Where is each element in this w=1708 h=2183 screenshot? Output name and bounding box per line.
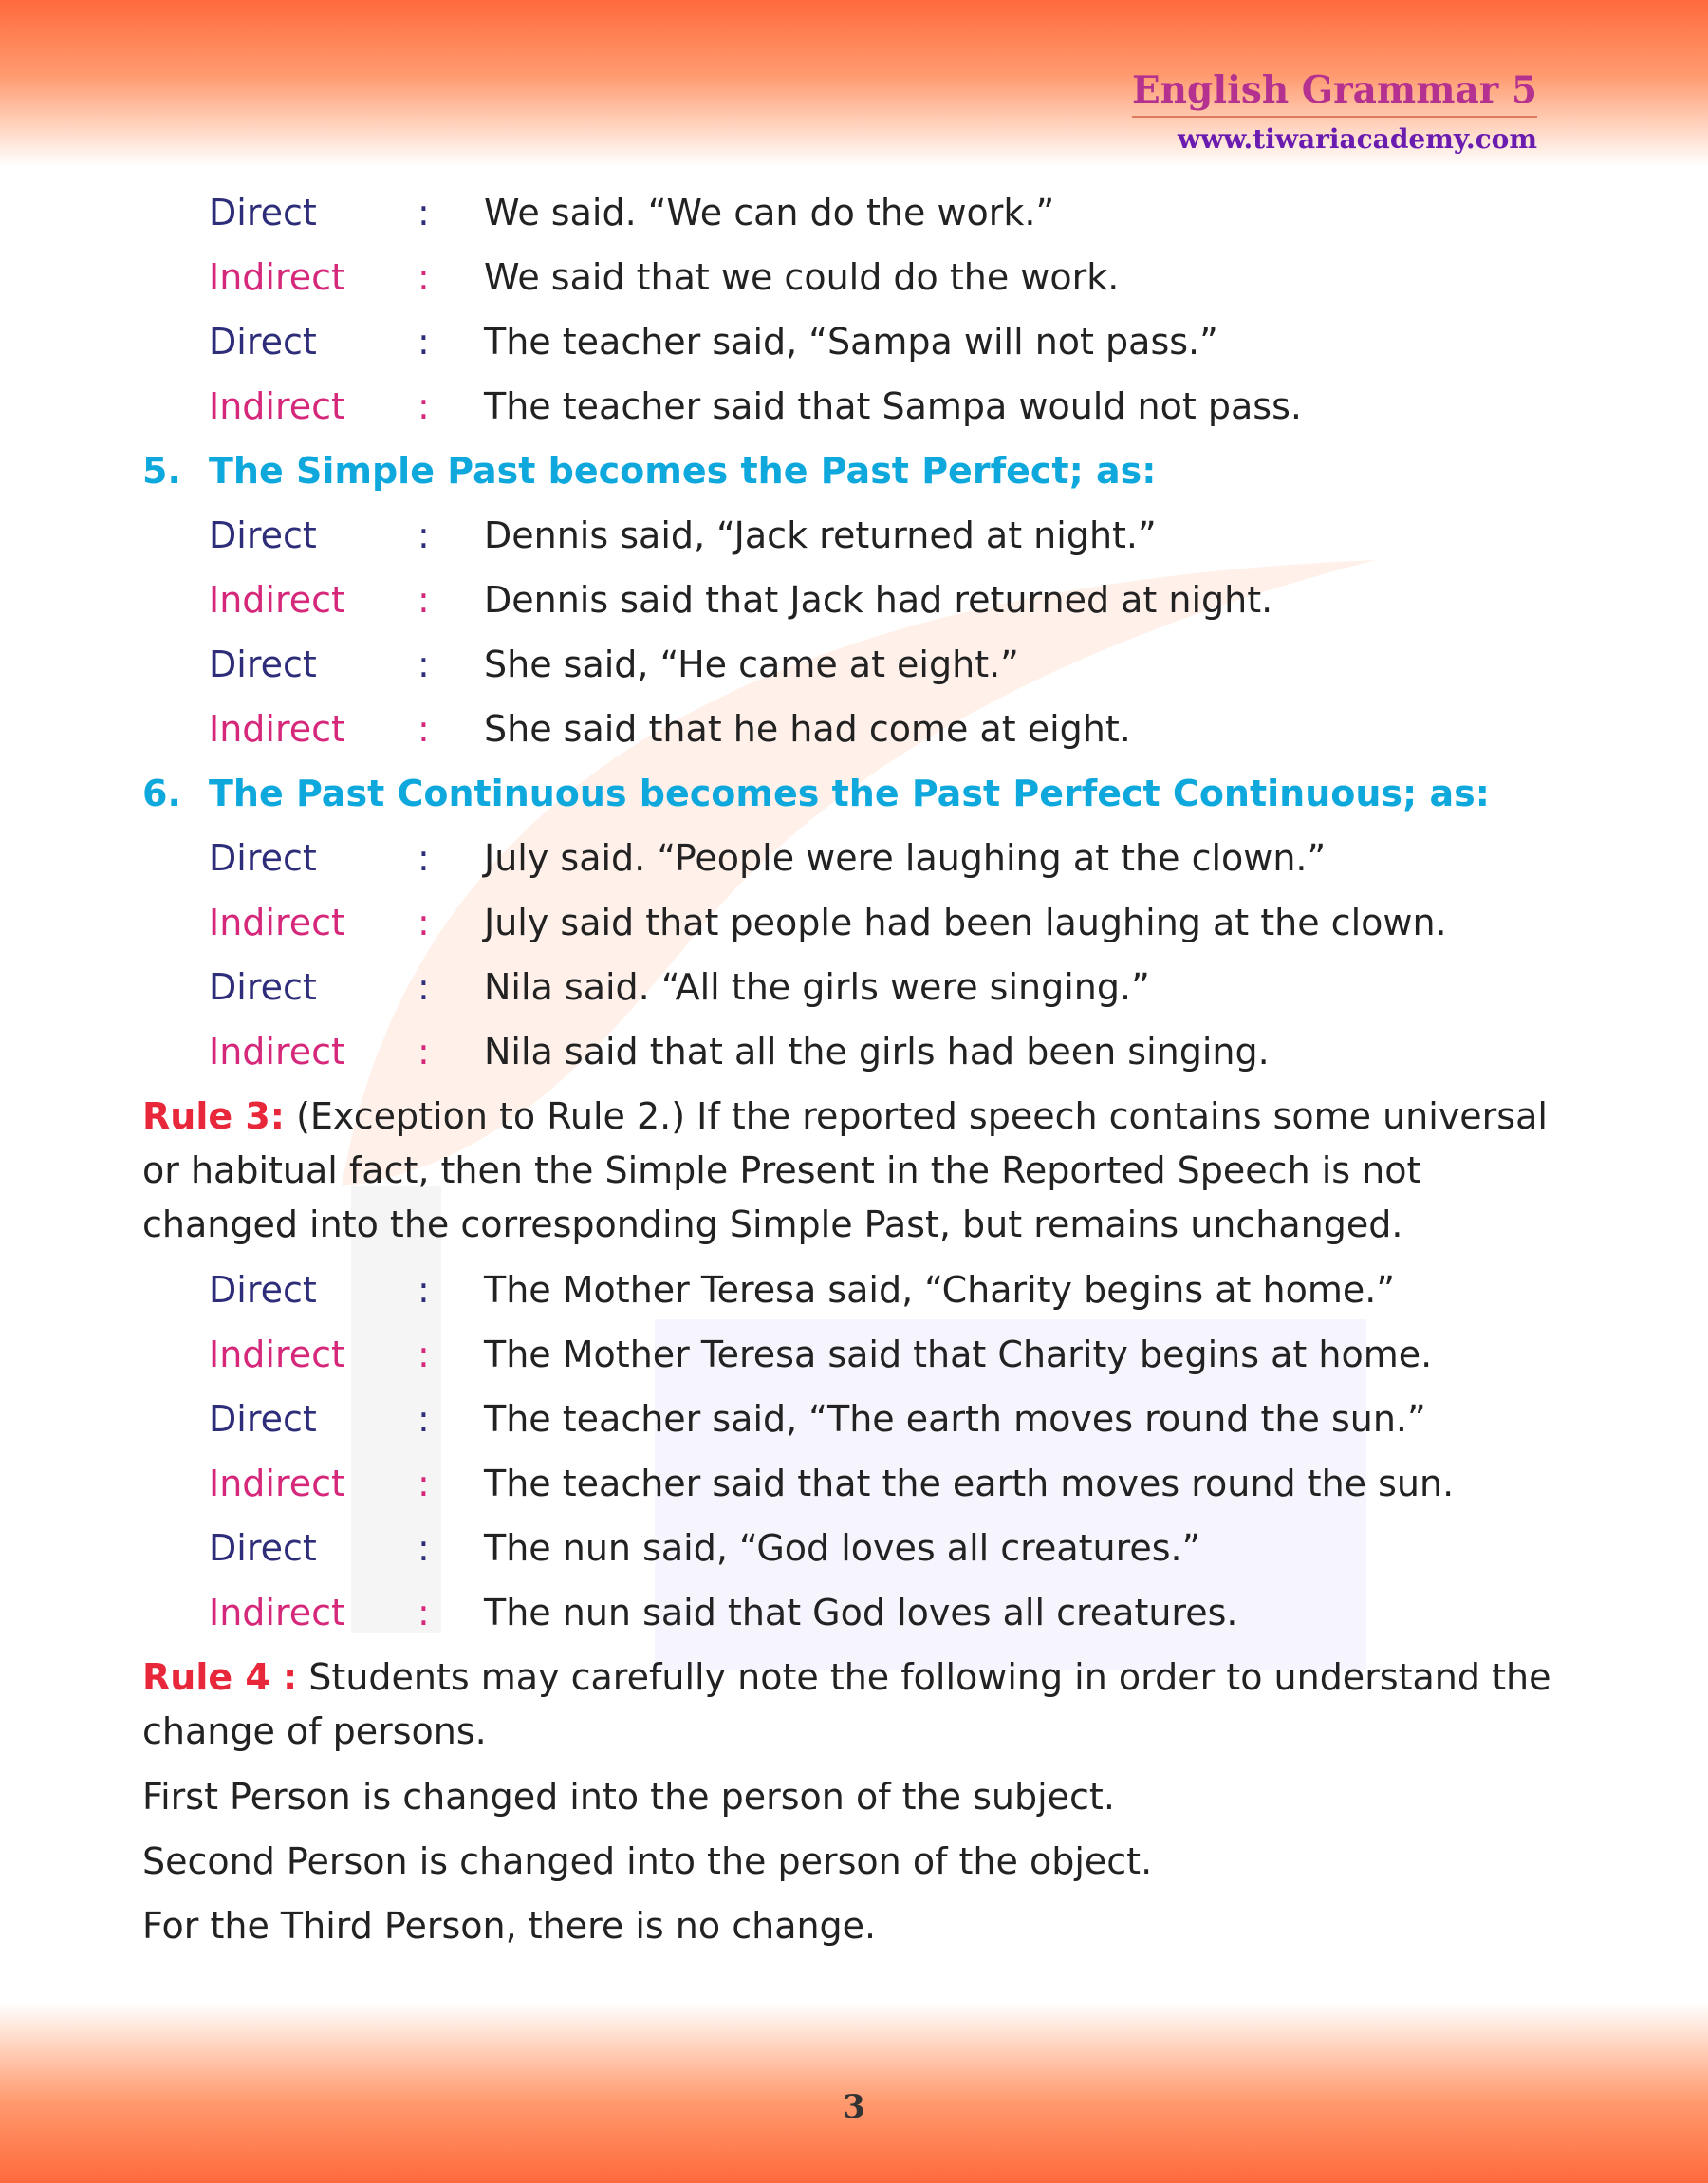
indirect-label: Indirect <box>209 1592 345 1633</box>
example-row <box>142 955 1566 1019</box>
colon-separator: : <box>418 385 430 427</box>
example-row <box>142 374 1566 438</box>
direct-label: Direct <box>209 514 317 556</box>
example-row <box>142 1387 1566 1451</box>
intro-examples <box>142 180 1566 438</box>
indirect-label: Indirect <box>209 256 345 298</box>
rule-4-line: First Person is changed into the person of the subject. <box>142 1776 1115 1818</box>
section-6-examples <box>142 826 1566 1084</box>
example-sentence: The teacher said that Sampa would not pass. <box>484 385 1302 427</box>
example-row <box>142 1580 1566 1645</box>
example-sentence: July said that people had been laughing at the clown. <box>484 902 1447 943</box>
indirect-label: Indirect <box>209 708 345 750</box>
rule-label: Rule 3: <box>142 1095 285 1137</box>
example-sentence: We said that we could do the work. <box>484 256 1120 298</box>
section-number: 6. <box>142 773 181 814</box>
indirect-label: Indirect <box>209 1463 345 1504</box>
indirect-label: Indirect <box>209 1031 345 1073</box>
example-row <box>142 1451 1566 1516</box>
header-url: www.tiwariacademy.com <box>1178 123 1537 155</box>
direct-label: Direct <box>209 1269 317 1311</box>
example-sentence: The nun said that God loves all creatures. <box>484 1592 1238 1633</box>
example-row <box>142 503 1566 568</box>
rule-4-line: For the Third Person, there is no change. <box>142 1905 877 1947</box>
indirect-label: Indirect <box>209 385 345 427</box>
colon-separator: : <box>418 1527 430 1569</box>
rule-4-paragraph <box>142 1651 1566 1759</box>
section-title: The Past Continuous becomes the Past Perfect Continuous; as: <box>209 773 1490 814</box>
example-row <box>142 826 1566 890</box>
colon-separator: : <box>418 192 430 233</box>
page-content <box>142 180 1566 1958</box>
section-5-examples <box>142 503 1566 761</box>
colon-separator: : <box>418 1463 430 1504</box>
section-5-heading <box>142 438 1566 503</box>
colon-separator: : <box>418 256 430 298</box>
rule-3-examples <box>142 1258 1566 1645</box>
example-row <box>142 245 1566 309</box>
example-row <box>142 1516 1566 1580</box>
example-row <box>142 309 1566 374</box>
example-row <box>142 697 1566 761</box>
colon-separator: : <box>418 514 430 556</box>
example-sentence: The teacher said, “The earth moves round the sun.” <box>484 1398 1426 1440</box>
example-sentence: Nila said that all the girls had been singing. <box>484 1031 1270 1073</box>
colon-separator: : <box>418 902 430 943</box>
example-row <box>142 890 1566 955</box>
example-sentence: The teacher said, “Sampa will not pass.” <box>484 321 1218 363</box>
indirect-label: Indirect <box>209 579 345 621</box>
example-sentence: The Mother Teresa said that Charity begins at home. <box>484 1334 1433 1375</box>
section-number: 5. <box>142 450 181 492</box>
example-sentence: The nun said, “God loves all creatures.” <box>484 1527 1201 1569</box>
direct-label: Direct <box>209 1398 317 1440</box>
colon-separator: : <box>418 321 430 363</box>
example-row <box>142 632 1566 697</box>
section-6-heading <box>142 761 1566 826</box>
rule-text: Students may carefully note the following in order to understand the change of persons. <box>142 1656 1551 1752</box>
example-row <box>142 1258 1566 1322</box>
direct-label: Direct <box>209 192 317 233</box>
header-title: English Grammar 5 <box>1131 68 1537 112</box>
rule-4-line: Second Person is changed into the person of the object. <box>142 1840 1153 1882</box>
direct-label: Direct <box>209 837 317 879</box>
direct-label: Direct <box>209 1527 317 1569</box>
indirect-label: Indirect <box>209 902 345 943</box>
direct-label: Direct <box>209 644 317 685</box>
example-sentence: We said. “We can do the work.” <box>484 192 1055 233</box>
colon-separator: : <box>418 579 430 621</box>
example-row <box>142 568 1566 632</box>
example-sentence: Nila said. “All the girls were singing.” <box>484 966 1150 1008</box>
colon-separator: : <box>418 966 430 1008</box>
header-divider <box>1132 116 1537 118</box>
page-header <box>1132 66 1537 156</box>
colon-separator: : <box>418 708 430 750</box>
rule-label: Rule 4 : <box>142 1656 298 1698</box>
section-title: The Simple Past becomes the Past Perfect; as: <box>209 450 1157 492</box>
direct-label: Direct <box>209 966 317 1008</box>
example-sentence: Dennis said, “Jack returned at night.” <box>484 514 1157 556</box>
colon-separator: : <box>418 1031 430 1073</box>
example-sentence: July said. “People were laughing at the clown.” <box>484 837 1327 879</box>
page-number: 3 <box>843 2088 865 2126</box>
rule-3-paragraph <box>142 1090 1566 1252</box>
rule-text: (Exception to Rule 2.) If the reported speech contains some universal or habitual fact, then the Simple Present in the Reported Speech is not changed into the corresponding Simple Past, but remains unchanged. <box>142 1095 1548 1245</box>
colon-separator: : <box>418 1592 430 1633</box>
example-row <box>142 1322 1566 1387</box>
example-row <box>142 1019 1566 1084</box>
colon-separator: : <box>418 1269 430 1311</box>
example-sentence: The Mother Teresa said, “Charity begins at home.” <box>484 1269 1396 1311</box>
colon-separator: : <box>418 837 430 879</box>
colon-separator: : <box>418 1398 430 1440</box>
example-sentence: She said, “He came at eight.” <box>484 644 1019 685</box>
example-sentence: Dennis said that Jack had returned at night. <box>484 579 1273 621</box>
colon-separator: : <box>418 1334 430 1375</box>
indirect-label: Indirect <box>209 1334 345 1375</box>
example-sentence: The teacher said that the earth moves round the sun. <box>484 1463 1455 1504</box>
colon-separator: : <box>418 644 430 685</box>
direct-label: Direct <box>209 321 317 363</box>
example-row <box>142 180 1566 245</box>
example-sentence: She said that he had come at eight. <box>484 708 1131 750</box>
